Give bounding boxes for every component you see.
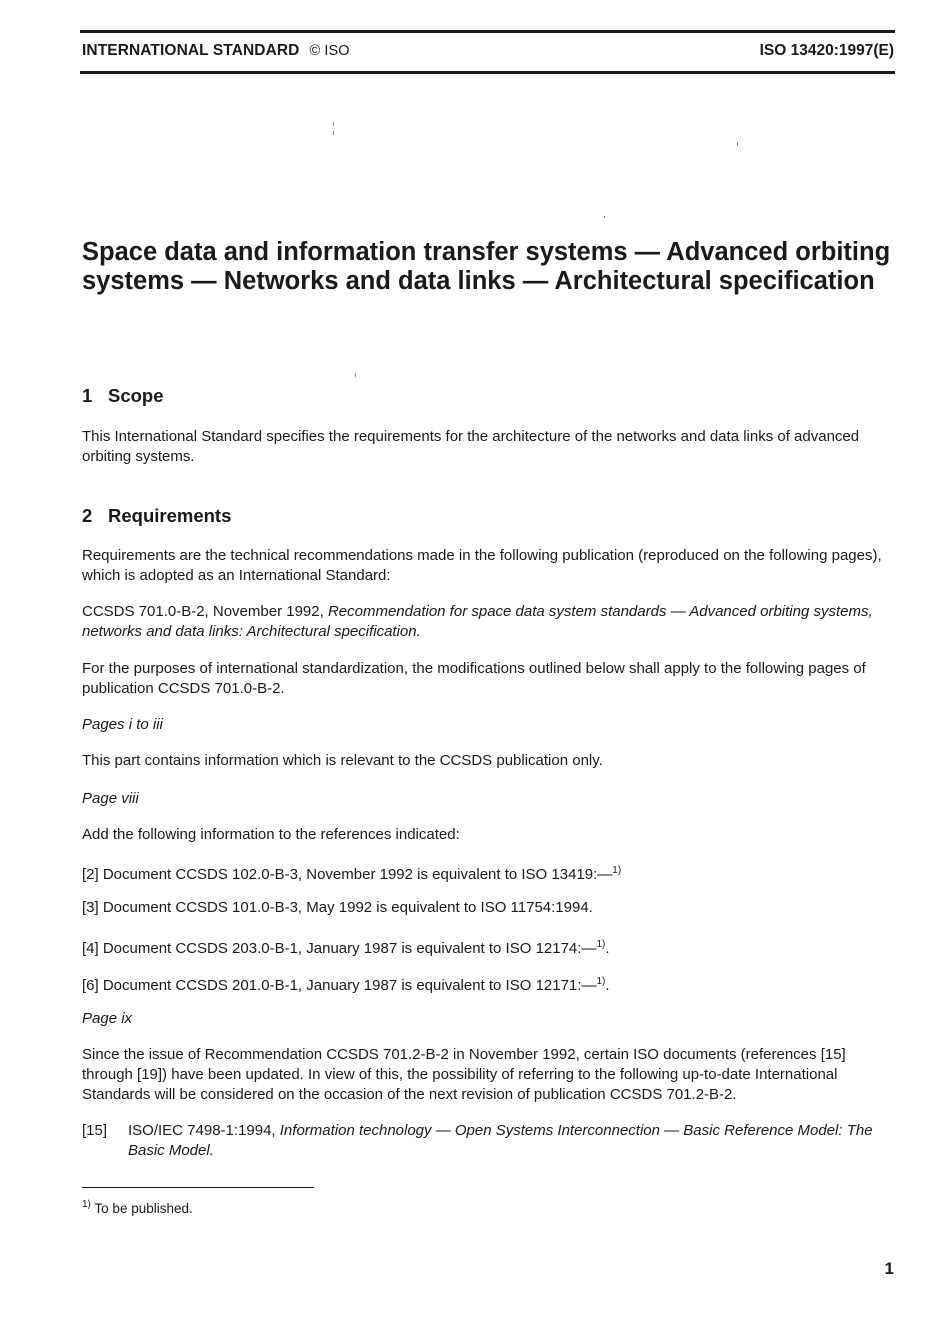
reference-text: [4] Document CCSDS 203.0-B-1, January 1987 is equivalent to ISO 12174:— — [82, 940, 597, 957]
footnote-mark: 1) — [82, 1199, 91, 1210]
scan-speck — [333, 131, 334, 135]
citation-plain: CCSDS 701.0-B-2, November 1992, — [82, 603, 328, 620]
scan-speck — [355, 373, 356, 377]
page-number: 1 — [884, 1259, 894, 1278]
section-scope-heading — [82, 385, 164, 407]
citation-title: Recommendation for space data system standards — Advanced orbiting systems, networks and data links: Architectural specification. — [82, 603, 873, 640]
scan-speck — [737, 142, 738, 146]
reference-text: [2] Document CCSDS 102.0-B-3, November 1992 is equivalent to ISO 13419:— — [82, 866, 613, 883]
header-copyright: © ISO — [309, 43, 350, 59]
scan-speck — [333, 122, 334, 126]
page-label-ix: Page ix — [82, 1010, 133, 1027]
modifications-paragraph: For the purposes of international standardization, the modifications outlined below shall apply to the following pages of publication CCSDS 701.0-B-2. — [82, 660, 866, 697]
page-label-i-iii: Pages i to iii — [82, 716, 163, 733]
header-standard-label — [82, 42, 350, 60]
section-number: 1 — [82, 385, 93, 406]
footnote-text: To be published. — [94, 1201, 193, 1216]
scan-speck — [604, 216, 605, 218]
section-title: Requirements — [108, 505, 232, 526]
header-bottom-rule — [80, 71, 895, 74]
reference-item — [82, 972, 894, 996]
reference-tail: . — [605, 977, 610, 994]
section-number: 2 — [82, 505, 93, 526]
footnote — [82, 1199, 193, 1216]
header-standard-text: INTERNATIONAL STANDARD — [82, 42, 300, 59]
footnote-marker: 1) — [596, 976, 606, 987]
requirements-intro: Requirements are the technical recommendations made in the following publication (reproduced on the following pages), which is adopted as an International Standard: — [82, 547, 882, 584]
footnote-marker: 1) — [612, 865, 622, 876]
footnote-separator — [82, 1187, 314, 1188]
scope-paragraph: This International Standard specifies the requirements for the architecture of the networks and data links of advanced orbiting systems. — [82, 428, 860, 465]
section-requirements-heading — [82, 505, 231, 527]
reference-plain: ISO/IEC 7498-1:1994, — [128, 1122, 280, 1139]
page-i-iii-text: This part contains information which is relevant to the CCSDS publication only. — [82, 752, 603, 769]
reference-number: [15] — [82, 1122, 108, 1139]
page-label-viii: Page viii — [82, 790, 139, 807]
reference-item — [82, 935, 894, 959]
reference-title: Information technology — Open Systems Interconnection — Basic Reference Model: The Basic Model. — [128, 1122, 873, 1159]
footnote-marker: 1) — [596, 939, 606, 950]
reference-body — [128, 1121, 894, 1161]
document-title: Space data and information transfer systems — Advanced orbiting systems — Networks and data links — Architectural specification — [82, 238, 891, 295]
reference-item — [82, 898, 894, 918]
citation-paragraph — [82, 602, 894, 642]
header-document-number: ISO 13420:1997(E) — [759, 42, 894, 59]
reference-text: [3] Document CCSDS 101.0-B-3, May 1992 is equivalent to ISO 11754:1994. — [82, 899, 593, 916]
section-title: Scope — [108, 385, 164, 406]
reference-tail: . — [605, 940, 610, 957]
page-viii-text: Add the following information to the references indicated: — [82, 826, 460, 843]
reference-15 — [82, 1121, 894, 1161]
reference-item — [82, 861, 894, 885]
page-ix-text: Since the issue of Recommendation CCSDS 701.2-B-2 in November 1992, certain ISO documents (references [15] through [19]) have been updated. In view of this, the possibility of referring to the following up-to-date International Standards will be considered on the occasion of the next revision of publication CCSDS 701.2-B-2. — [82, 1046, 846, 1103]
header-top-rule — [80, 30, 895, 33]
reference-text: [6] Document CCSDS 201.0-B-1, January 1987 is equivalent to ISO 12171:— — [82, 977, 597, 994]
